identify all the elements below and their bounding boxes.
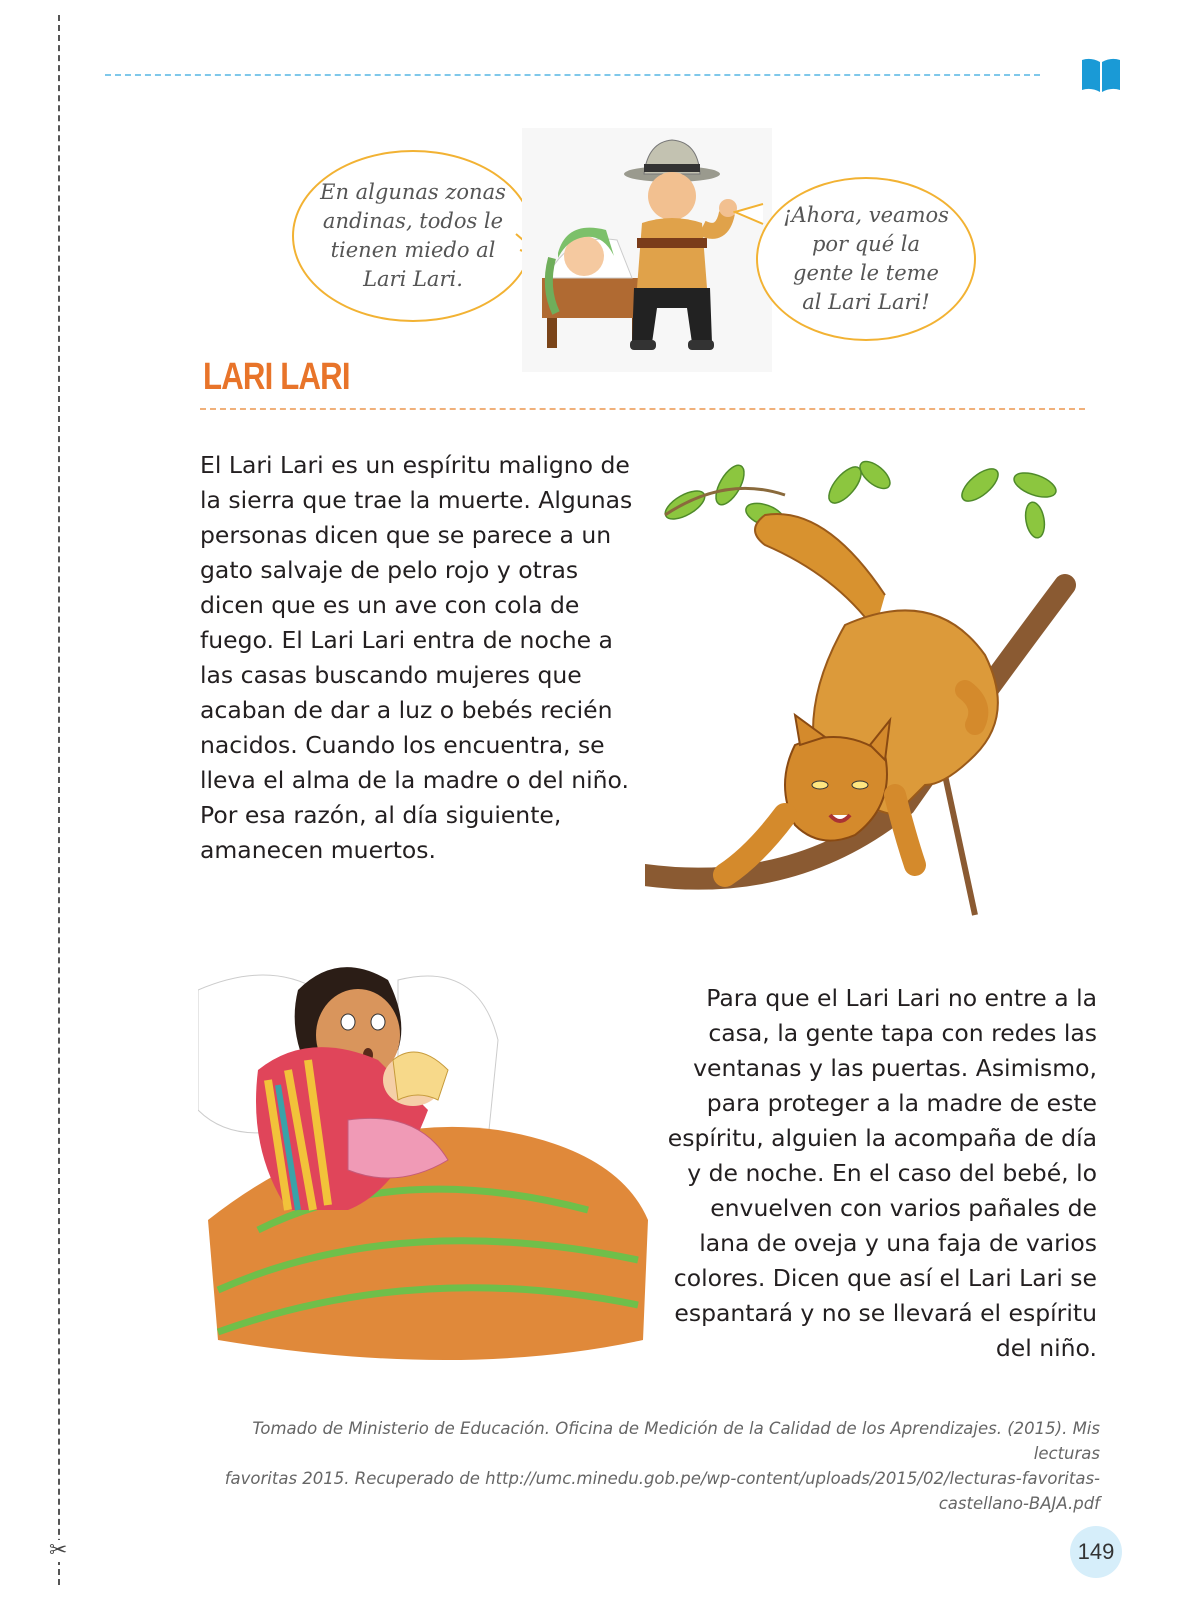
speech-bubble-right-tail [733,196,767,232]
page-number: 149 [1070,1526,1122,1578]
story-paragraph-1: El Lari Lari es un espíritu maligno de la sierra que trae la muerte. Algunas personas dicen que se parece a un gato salvaje de pelo rojo y otras dicen que es un ave con cola de fuego. El Lari Lari entra de noche a las casas buscando mujeres que acaban de dar a luz o bebés recién nacidos. Cuando los encuentra, se lleva el alma de la madre o del niño. Por esa razón, al día siguiente, amanecen muertos. [200,451,633,864]
children-illustration [522,128,772,372]
speech-bubble-left [292,150,534,322]
wildcat-illustration [645,455,1095,945]
cut-line [58,15,60,1585]
speech-bubble-right-text: ¡Ahora, veamos por qué la gente le teme al Lari Lari! [783,203,949,314]
source-citation: Tomado de Ministerio de Educación. Oficina de Medición de la Calidad de los Aprendizajes. (2015). Mis lecturas favoritas 2015. Recuperado de http://umc.minedu.gob.pe/wp-content/uploads/2015/02/lecturas-favoritas- castellano-BAJA.pdf [224,1419,1100,1513]
header-dashed-line [105,74,1040,76]
speech-bubble-left-text: En algunas zonas andinas, todos le tienen miedo al Lari Lari. [320,180,506,291]
speech-bubble-right [756,177,976,341]
open-book-icon [1080,56,1122,94]
mother-and-baby-illustration [198,960,658,1375]
scissors-icon: ✂ [49,1538,68,1563]
story-title: LARI LARI [203,356,350,398]
title-underline [200,408,1085,410]
story-paragraph-2: Para que el Lari Lari no entre a la casa, la gente tapa con redes las ventanas y las puertas. Asimismo, para proteger a la madre de este espíritu, alguien la acompaña de día y de noche. En el caso del bebé, lo envuelven con varios pañales de lana de oveja y una faja de varios colores. Dicen que así el Lari Lari se espantará y no se llevará el espíritu del niño. [667,984,1097,1362]
